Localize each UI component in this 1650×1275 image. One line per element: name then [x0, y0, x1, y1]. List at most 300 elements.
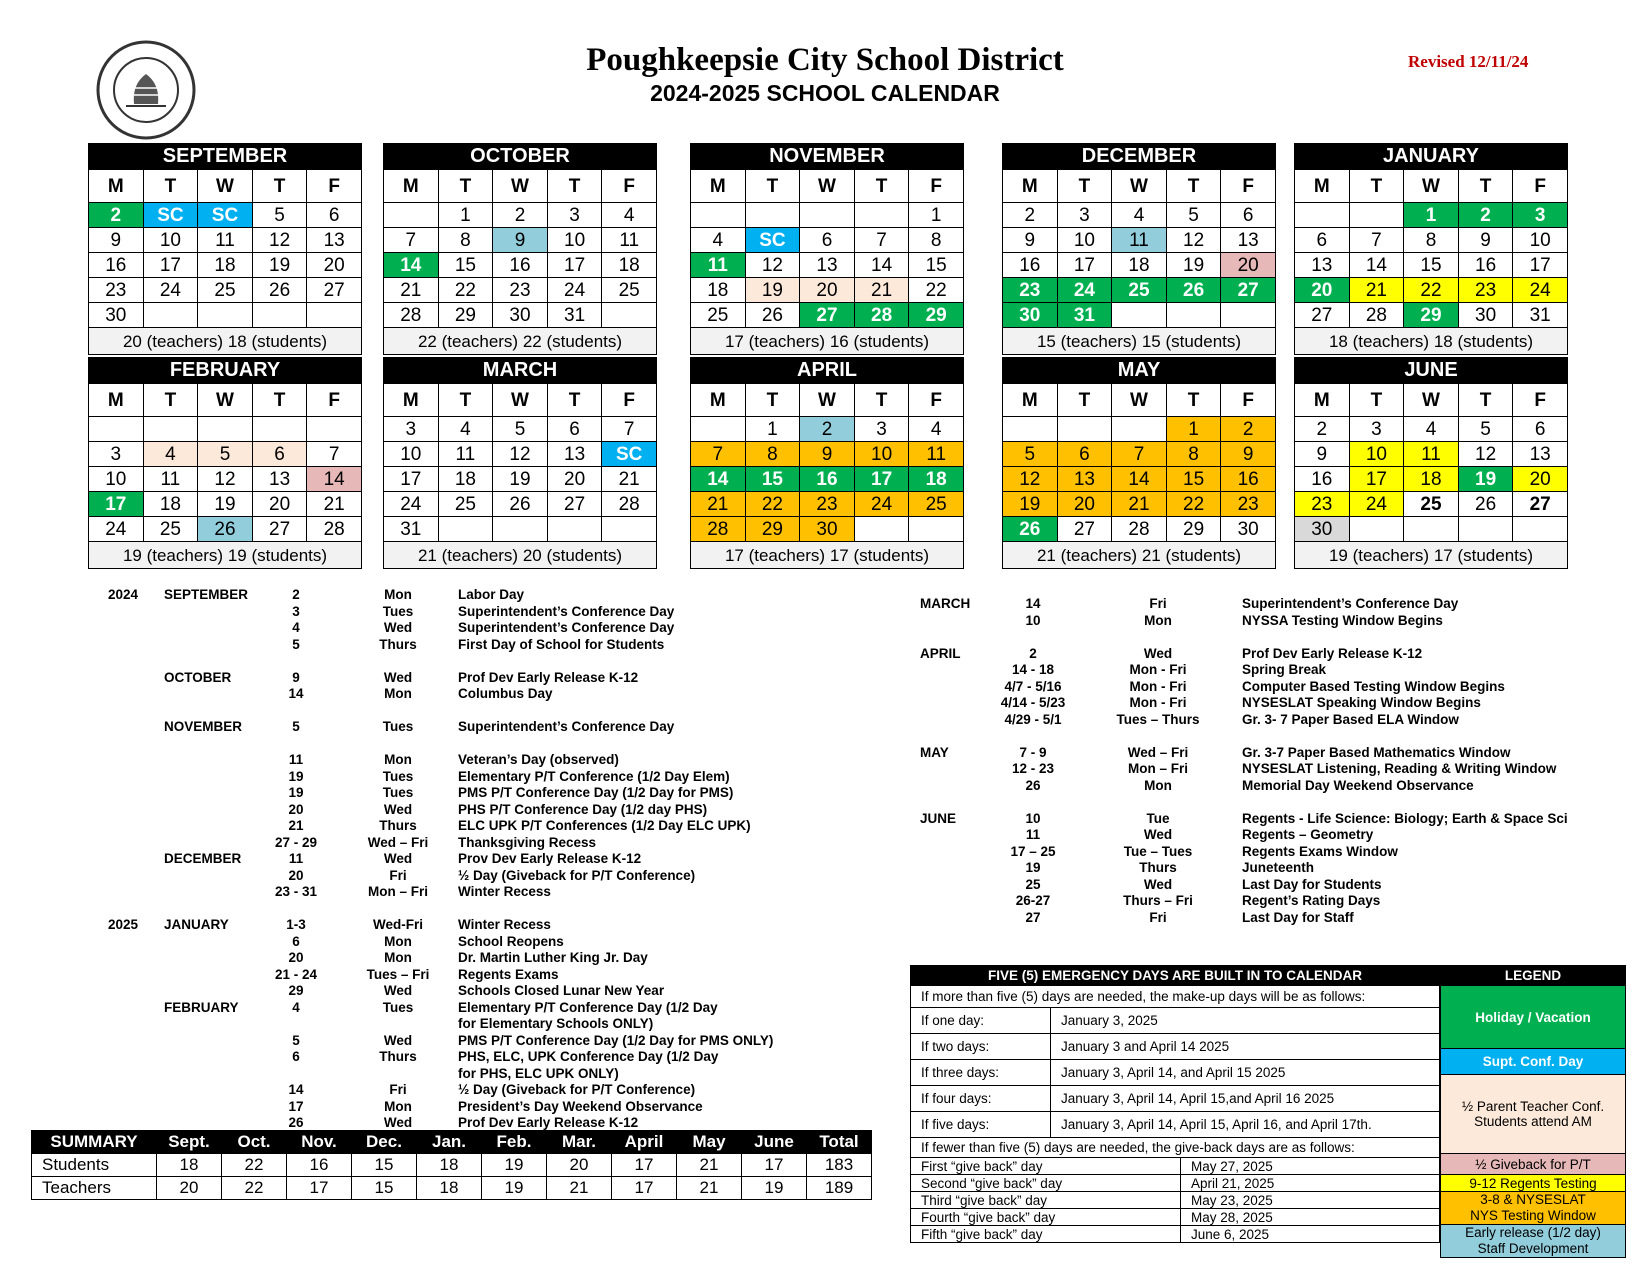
- month-day-count: 18 (teachers) 18 (students): [1295, 328, 1568, 355]
- day-cell: 22: [1166, 492, 1221, 517]
- day-cell: 3: [1057, 203, 1112, 228]
- event-date: 21: [288, 818, 304, 833]
- weekday-header: T: [143, 384, 198, 417]
- day-cell: 15: [909, 253, 964, 278]
- event-weekday: Thurs: [1139, 860, 1177, 875]
- month-day-count: 19 (teachers) 19 (students): [89, 542, 362, 569]
- day-cell: 17: [1349, 467, 1404, 492]
- day-cell: 13: [1513, 442, 1568, 467]
- day-cell: 9: [1458, 228, 1513, 253]
- day-cell: SC: [143, 203, 198, 228]
- day-cell: 31: [547, 303, 602, 328]
- event-description: ½ Day (Giveback for P/T Conference): [458, 867, 696, 883]
- event-date: 10: [1025, 612, 1041, 628]
- day-cell: 25: [438, 492, 493, 517]
- weekday-header: W: [800, 170, 855, 203]
- day-cell: 16: [1221, 467, 1276, 492]
- day-cell: 28: [384, 303, 439, 328]
- day-cell: [89, 417, 144, 442]
- summary-cell: 20: [547, 1154, 612, 1177]
- summary-header: Sept.: [157, 1131, 222, 1154]
- event-description: Labor Day: [458, 587, 525, 602]
- day-cell: 22: [909, 278, 964, 303]
- summary-header: Feb.: [482, 1131, 547, 1154]
- event-date: 5: [292, 636, 300, 652]
- day-cell: 17: [1057, 253, 1112, 278]
- event-month: SEPTEMBER: [164, 587, 249, 602]
- event-description: Superintendent’s Conference Day: [1242, 596, 1459, 611]
- event-date: 14: [288, 686, 304, 701]
- weekday-header: W: [1112, 170, 1167, 203]
- day-cell: 31: [1057, 303, 1112, 328]
- day-cell: 13: [1221, 228, 1276, 253]
- weekday-header: T: [547, 170, 602, 203]
- day-cell: 5: [198, 442, 253, 467]
- month-day-count: 21 (teachers) 21 (students): [1003, 542, 1276, 569]
- summary-cell: 21: [677, 1154, 742, 1177]
- day-cell: 25: [1404, 492, 1459, 517]
- giveback-label: Second “give back” day: [911, 1175, 1181, 1192]
- day-cell: 14: [1349, 253, 1404, 278]
- day-cell: 2: [89, 203, 144, 228]
- event-weekday: Wed: [1143, 876, 1173, 892]
- event-weekday: Thurs: [379, 1049, 417, 1064]
- makeup-dates: January 3 and April 14 2025: [1051, 1034, 1440, 1060]
- day-cell: 3: [1513, 203, 1568, 228]
- event-weekday: Thurs: [379, 636, 417, 652]
- event-description: Regents – Geometry: [1242, 827, 1374, 842]
- event-weekday: Tues: [382, 768, 414, 784]
- day-cell: 2: [800, 417, 855, 442]
- month-name: OCTOBER: [384, 144, 657, 170]
- day-cell: 14: [307, 467, 362, 492]
- day-cell: 10: [854, 442, 909, 467]
- day-cell: 5: [1003, 442, 1058, 467]
- day-cell: 18: [909, 467, 964, 492]
- day-cell: 19: [1003, 492, 1058, 517]
- day-cell: 24: [854, 492, 909, 517]
- day-cell: 12: [493, 442, 548, 467]
- weekday-header: W: [1404, 384, 1459, 417]
- weekday-header: W: [198, 384, 253, 417]
- event-description: ½ Day (Giveback for P/T Conference): [458, 1082, 696, 1097]
- event-weekday: Wed-Fri: [373, 917, 423, 932]
- day-cell: 13: [1295, 253, 1350, 278]
- day-cell: 6: [1513, 417, 1568, 442]
- summary-cell: 21: [547, 1177, 612, 1200]
- event-description: Thanksgiving Recess: [458, 834, 597, 850]
- event-description: Prof Dev Early Release K-12: [458, 1115, 639, 1130]
- day-cell: 17: [89, 492, 144, 517]
- day-cell: 16: [1003, 253, 1058, 278]
- summary-header: May: [677, 1131, 742, 1154]
- makeup-dates: January 3, April 14, and April 15 2025: [1051, 1060, 1440, 1086]
- event-date: 11: [288, 752, 304, 767]
- day-cell: 4: [1112, 203, 1167, 228]
- event-description: PHS P/T Conference Day (1/2 day PHS): [458, 801, 708, 817]
- day-cell: 28: [691, 517, 746, 542]
- day-cell: 3: [547, 203, 602, 228]
- weekday-header: F: [1513, 170, 1568, 203]
- summary-cell: Students: [32, 1154, 157, 1177]
- emergency-title: FIVE (5) EMERGENCY DAYS ARE BUILT IN TO CALENDAR: [911, 966, 1440, 986]
- month-march: [383, 357, 657, 569]
- month-january: [1294, 143, 1568, 355]
- day-cell: [1349, 203, 1404, 228]
- day-cell: 29: [909, 303, 964, 328]
- event-date: 25: [1025, 876, 1041, 892]
- day-cell: 8: [1166, 442, 1221, 467]
- emergency-days-table: [910, 965, 1440, 1243]
- day-cell: 22: [438, 278, 493, 303]
- month-day-count: 20 (teachers) 18 (students): [89, 328, 362, 355]
- day-cell: [307, 417, 362, 442]
- event-date: 4: [292, 999, 300, 1015]
- event-description: Last Day for Staff: [1242, 909, 1354, 925]
- weekday-header: F: [909, 384, 964, 417]
- day-cell: 14: [1112, 467, 1167, 492]
- weekday-header: M: [89, 170, 144, 203]
- day-cell: 5: [493, 417, 548, 442]
- day-cell: 13: [307, 228, 362, 253]
- day-cell: [1221, 303, 1276, 328]
- day-cell: 1: [1404, 203, 1459, 228]
- summary-cell: Teachers: [32, 1177, 157, 1200]
- event-weekday: Wed: [383, 669, 413, 685]
- day-cell: 7: [1112, 442, 1167, 467]
- giveback-label: Third “give back” day: [911, 1192, 1181, 1209]
- event-date: 21 - 24: [274, 966, 318, 982]
- day-cell: 18: [143, 492, 198, 517]
- day-cell: 24: [143, 278, 198, 303]
- day-cell: 19: [493, 467, 548, 492]
- day-cell: 25: [1112, 278, 1167, 303]
- makeup-dates: January 3, April 14, April 15,and April 16 2025: [1051, 1086, 1440, 1112]
- day-cell: 19: [252, 253, 307, 278]
- day-cell: 13: [547, 442, 602, 467]
- event-weekday: Mon: [384, 587, 412, 602]
- event-date: 4/14 - 5/23: [1000, 695, 1066, 710]
- weekday-header: T: [547, 384, 602, 417]
- event-description: Last Day for Students: [1242, 876, 1382, 892]
- day-cell: 22: [1404, 278, 1459, 303]
- day-cell: 7: [854, 228, 909, 253]
- day-cell: 29: [1404, 303, 1459, 328]
- day-cell: 15: [1404, 253, 1459, 278]
- month-june: [1294, 357, 1568, 569]
- day-cell: 29: [1166, 517, 1221, 542]
- summary-cell: 189: [807, 1177, 872, 1200]
- event-date: 23 - 31: [274, 884, 318, 899]
- day-cell: 6: [252, 442, 307, 467]
- day-cell: [909, 517, 964, 542]
- month-september: [88, 143, 362, 355]
- day-cell: 11: [198, 228, 253, 253]
- legend-early-line2: Staff Development: [1477, 1241, 1589, 1256]
- day-cell: 18: [1404, 467, 1459, 492]
- day-cell: 21: [1349, 278, 1404, 303]
- page-subtitle: 2024-2025 SCHOOL CALENDAR: [650, 80, 1000, 106]
- makeup-label: If two days:: [911, 1034, 1051, 1060]
- day-cell: 18: [691, 278, 746, 303]
- legend-early-line1: Early release (1/2 day): [1465, 1225, 1601, 1240]
- summary-cell: 22: [222, 1154, 287, 1177]
- day-cell: 24: [384, 492, 439, 517]
- event-date: 4/7 - 5/16: [1004, 678, 1062, 694]
- event-description: Winter Recess: [458, 884, 551, 899]
- month-name: DECEMBER: [1003, 144, 1276, 170]
- event-description: Memorial Day Weekend Observance: [1242, 777, 1474, 793]
- event-description: Regent’s Rating Days: [1242, 893, 1381, 908]
- day-cell: 26: [1003, 517, 1058, 542]
- day-cell: 12: [198, 467, 253, 492]
- event-description: NYSESLAT Speaking Window Begins: [1242, 695, 1481, 710]
- event-description: for Elementary Schools ONLY): [458, 1016, 654, 1031]
- day-cell: 10: [1349, 442, 1404, 467]
- day-cell: 23: [1458, 278, 1513, 303]
- legend-title: LEGEND: [1441, 966, 1626, 986]
- event-description: Gr. 3- 7 Paper Based ELA Window: [1242, 711, 1459, 727]
- day-cell: 14: [691, 467, 746, 492]
- event-date: 4/29 - 5/1: [1004, 711, 1062, 727]
- day-cell: [143, 417, 198, 442]
- day-cell: 27: [1057, 517, 1112, 542]
- weekday-header: T: [1057, 170, 1112, 203]
- event-description: PHS, ELC, UPK Conference Day (1/2 Day: [458, 1049, 719, 1064]
- day-cell: 16: [800, 467, 855, 492]
- day-cell: 6: [307, 203, 362, 228]
- summary-cell: 183: [807, 1154, 872, 1177]
- summary-cell: 19: [482, 1177, 547, 1200]
- event-description: Computer Based Testing Window Begins: [1242, 678, 1505, 694]
- day-cell: 16: [1295, 467, 1350, 492]
- day-cell: [745, 203, 800, 228]
- weekday-header: T: [252, 384, 307, 417]
- month-november: [690, 143, 964, 355]
- month-february: [88, 357, 362, 569]
- day-cell: 6: [1057, 442, 1112, 467]
- event-weekday: Thurs – Fri: [1123, 893, 1193, 908]
- day-cell: 21: [384, 278, 439, 303]
- summary-cell: 17: [287, 1177, 352, 1200]
- giveback-date: May 27, 2025: [1181, 1158, 1440, 1175]
- day-cell: 27: [252, 517, 307, 542]
- weekday-header: F: [307, 384, 362, 417]
- event-date: 6: [292, 933, 300, 949]
- day-cell: 3: [89, 442, 144, 467]
- day-cell: 8: [745, 442, 800, 467]
- day-cell: 10: [1057, 228, 1112, 253]
- month-name: NOVEMBER: [691, 144, 964, 170]
- day-cell: 17: [547, 253, 602, 278]
- day-cell: 2: [1221, 417, 1276, 442]
- event-month: OCTOBER: [164, 669, 232, 685]
- day-cell: 21: [691, 492, 746, 517]
- event-weekday: Mon: [384, 686, 412, 701]
- event-weekday: Tues – Fri: [366, 966, 430, 982]
- day-cell: 24: [1349, 492, 1404, 517]
- day-cell: 27: [547, 492, 602, 517]
- summary-cell: 17: [742, 1154, 807, 1177]
- day-cell: 5: [1458, 417, 1513, 442]
- day-cell: [252, 303, 307, 328]
- day-cell: 26: [493, 492, 548, 517]
- day-cell: 6: [1295, 228, 1350, 253]
- event-date: 2: [292, 587, 300, 602]
- day-cell: [691, 417, 746, 442]
- day-cell: 12: [252, 228, 307, 253]
- weekday-header: W: [198, 170, 253, 203]
- day-cell: 15: [1166, 467, 1221, 492]
- day-cell: [854, 517, 909, 542]
- legend-pt-line1: ½ Parent Teacher Conf.: [1461, 1099, 1605, 1114]
- event-year: 2024: [108, 587, 139, 602]
- event-weekday: Wed: [383, 1032, 413, 1048]
- legend-testing-line1: 3-8 & NYSESLAT: [1480, 1192, 1586, 1207]
- event-date: 26-27: [1015, 893, 1051, 908]
- month-name: JANUARY: [1295, 144, 1568, 170]
- day-cell: 30: [1458, 303, 1513, 328]
- day-cell: 19: [1458, 467, 1513, 492]
- day-cell: 21: [602, 467, 657, 492]
- summary-header: Mar.: [547, 1131, 612, 1154]
- day-cell: 18: [198, 253, 253, 278]
- summary-header: Nov.: [287, 1131, 352, 1154]
- day-cell: 2: [1003, 203, 1058, 228]
- legend-pt-conf: [1441, 1075, 1626, 1154]
- day-cell: [1295, 203, 1350, 228]
- day-cell: 3: [854, 417, 909, 442]
- day-cell: 20: [800, 278, 855, 303]
- day-cell: [252, 417, 307, 442]
- month-april: [690, 357, 964, 569]
- event-description: School Reopens: [458, 933, 564, 949]
- event-date: 11: [1025, 827, 1041, 842]
- event-description: for PHS, ELC UPK ONLY): [458, 1065, 619, 1081]
- day-cell: 17: [854, 467, 909, 492]
- event-weekday: Mon - Fri: [1129, 662, 1187, 677]
- legend-early-release: [1441, 1225, 1626, 1258]
- day-cell: [384, 203, 439, 228]
- day-cell: 12: [745, 253, 800, 278]
- event-year: 2025: [108, 917, 139, 932]
- day-cell: 26: [252, 278, 307, 303]
- day-cell: 20: [1057, 492, 1112, 517]
- event-description: Elementary P/T Conference (1/2 Day Elem): [458, 768, 730, 784]
- day-cell: 13: [800, 253, 855, 278]
- day-cell: 4: [438, 417, 493, 442]
- day-cell: [438, 517, 493, 542]
- event-description: Elementary P/T Conference Day (1/2 Day: [458, 999, 718, 1015]
- day-cell: 13: [252, 467, 307, 492]
- day-cell: 4: [602, 203, 657, 228]
- event-date: 14: [288, 1082, 304, 1097]
- day-cell: 19: [745, 278, 800, 303]
- event-date: 9: [292, 669, 300, 685]
- event-description: Regents Exams Window: [1242, 843, 1398, 859]
- event-weekday: Tues: [382, 785, 414, 800]
- summary-header: Jan.: [417, 1131, 482, 1154]
- summary-header: SUMMARY: [32, 1131, 157, 1154]
- weekday-header: T: [1349, 384, 1404, 417]
- legend-testing-line2: NYS Testing Window: [1470, 1208, 1596, 1223]
- day-cell: 28: [307, 517, 362, 542]
- day-cell: 26: [1166, 278, 1221, 303]
- day-cell: 5: [252, 203, 307, 228]
- day-cell: 18: [438, 467, 493, 492]
- day-cell: 6: [800, 228, 855, 253]
- giveback-date: June 6, 2025: [1181, 1226, 1440, 1243]
- event-date: 19: [288, 785, 304, 800]
- day-cell: 20: [307, 253, 362, 278]
- event-month: NOVEMBER: [164, 719, 243, 734]
- day-cell: 28: [1112, 517, 1167, 542]
- weekday-header: T: [143, 170, 198, 203]
- legend-regents: 9-12 Regents Testing: [1441, 1175, 1626, 1192]
- day-cell: 9: [1295, 442, 1350, 467]
- month-day-count: 22 (teachers) 22 (students): [384, 328, 657, 355]
- event-date: 14: [1025, 596, 1041, 611]
- event-weekday: Tues: [382, 603, 414, 619]
- day-cell: [1404, 517, 1459, 542]
- day-cell: 4: [909, 417, 964, 442]
- summary-cell: 17: [612, 1177, 677, 1200]
- weekday-header: F: [1221, 384, 1276, 417]
- event-date: 1-3: [286, 917, 306, 932]
- day-cell: 26: [745, 303, 800, 328]
- weekday-header: M: [691, 384, 746, 417]
- summary-header: June: [742, 1131, 807, 1154]
- event-description: Dr. Martin Luther King Jr. Day: [458, 950, 648, 965]
- day-cell: 1: [909, 203, 964, 228]
- event-description: Winter Recess: [458, 917, 551, 932]
- summary-header: Total: [807, 1131, 872, 1154]
- event-date: 20: [288, 801, 304, 817]
- event-weekday: Wed: [383, 1115, 413, 1130]
- weekday-header: W: [800, 384, 855, 417]
- day-cell: 24: [1513, 278, 1568, 303]
- weekday-header: M: [1295, 384, 1350, 417]
- day-cell: 14: [854, 253, 909, 278]
- day-cell: 30: [1221, 517, 1276, 542]
- event-month: JUNE: [920, 810, 957, 826]
- makeup-label: If four days:: [911, 1086, 1051, 1112]
- weekday-header: W: [493, 170, 548, 203]
- weekday-header: T: [438, 170, 493, 203]
- event-weekday: Fri: [1149, 909, 1167, 925]
- page-title: Poughkeepsie City School District: [586, 42, 1064, 78]
- day-cell: 23: [1221, 492, 1276, 517]
- day-cell: [1513, 517, 1568, 542]
- event-date: 27: [1025, 909, 1041, 925]
- day-cell: 12: [1003, 467, 1058, 492]
- day-cell: 16: [89, 253, 144, 278]
- day-cell: 23: [493, 278, 548, 303]
- event-description: President’s Day Weekend Observance: [458, 1098, 703, 1114]
- makeup-label: If five days:: [911, 1112, 1051, 1138]
- month-name: JUNE: [1295, 358, 1568, 384]
- event-date: 12 - 23: [1011, 761, 1055, 776]
- day-cell: 8: [1404, 228, 1459, 253]
- weekday-header: T: [1458, 384, 1513, 417]
- month-day-count: 17 (teachers) 17 (students): [691, 542, 964, 569]
- summary-cell: 20: [157, 1177, 222, 1200]
- day-cell: 27: [1295, 303, 1350, 328]
- event-description: Superintendent’s Conference Day: [458, 719, 675, 734]
- event-description: Schools Closed Lunar New Year: [458, 983, 665, 998]
- weekday-header: F: [1513, 384, 1568, 417]
- event-description: PMS P/T Conference Day (1/2 Day for PMS): [458, 785, 734, 800]
